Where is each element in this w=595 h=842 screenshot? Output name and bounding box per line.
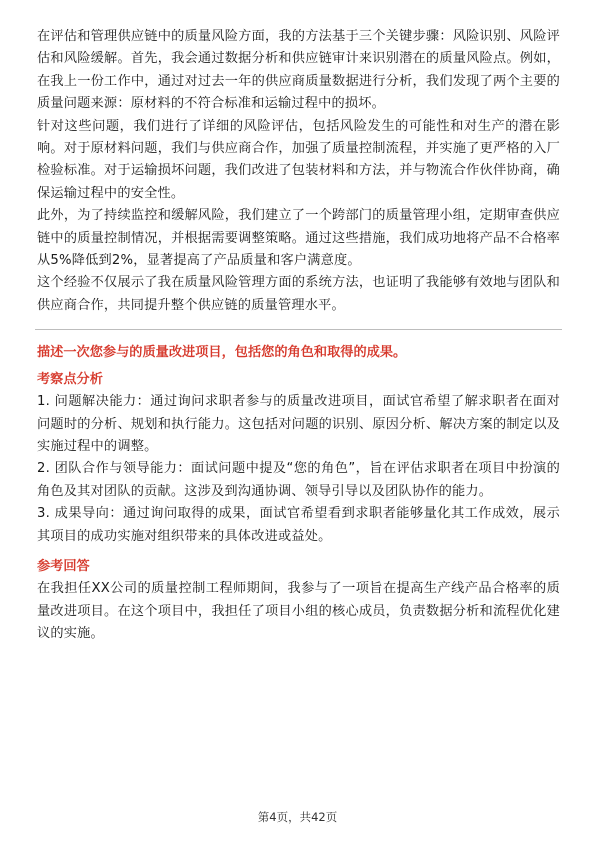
reference-answer: 在我担任XX公司的质量控制工程师期间，我参与了一项旨在提高生产线产品合格率的质量改进项目。在这个项目中，我担任了项目小组的核心成员，负责数据分析和流程优化建议的实施。 bbox=[37, 581, 560, 642]
intro-paragraph-1: 在评估和管理供应链中的质量风险方面，我的方法基于三个关键步骤：风险识别、风险评估和风险缓解。首先，我会通过数据分析和供应链审计来识别潜在的质量风险点。例如，在我上一份工作中，通过对过去一年的供应商质量数据进行分析，我们发现了两个主要的质量问题来源：原材料的不符合标准和运输过程中的损坏。 bbox=[37, 29, 560, 112]
page-footer: 第4页，共42页 bbox=[257, 810, 338, 824]
section-divider bbox=[35, 329, 562, 330]
intro-paragraph-2: 针对这些问题，我们进行了详细的风险评估，包括风险发生的可能性和对生产的潜在影响。对于原材料问题，我们与供应商合作，加强了质量控制流程，并实施了更严格的入厂检验标准。对于运输损坏问题，我们改进了包装材料和方法，并与物流合作伙伴协商，确保运输过程中的安全性。 bbox=[37, 118, 560, 201]
analysis-item-1: 1. 问题解决能力：通过询问求职者参与的质量改进项目，面试官希望了解求职者在面对问题时的分析、规划和执行能力。这包括对问题的识别、原因分析、解决方案的制定以及实施过程中的调整。 bbox=[37, 394, 560, 454]
analysis-title: 考察点分析 bbox=[37, 371, 103, 387]
section-gap bbox=[37, 548, 560, 556]
intro-paragraph-4: 这个经验不仅展示了我在质量风险管理方面的系统方法，也证明了我能够有效地与团队和供应商合作，共同提升整个供应链的质量管理水平。 bbox=[37, 275, 560, 313]
analysis-item-3: 3. 成果导向：通过询问取得的成果，面试官希望看到求职者能够量化其工作成效，展示其项目的成功实施对组织带来的具体改进或益处。 bbox=[37, 506, 560, 544]
page-content bbox=[37, 26, 560, 646]
interview-question: 描述一次您参与的质量改进项目，包括您的角色和取得的成果。 bbox=[37, 345, 407, 361]
intro-paragraph-3: 此外，为了持续监控和缓解风险，我们建立了一个跨部门的质量管理小组，定期审查供应链中的质量控制情况，并根据需要调整策略。通过这些措施，我们成功地将产品不合格率从5%降低到2%，显著提高了产品质量和客户满意度。 bbox=[37, 208, 560, 269]
reference-title: 参考回答 bbox=[37, 558, 90, 574]
analysis-item-2: 2. 团队合作与领导能力：面试问题中提及“您的角色”，旨在评估求职者在项目中扮演的角色及其对团队的贡献。这涉及到沟通协调、领导引导以及团队协作的能力。 bbox=[37, 461, 560, 499]
